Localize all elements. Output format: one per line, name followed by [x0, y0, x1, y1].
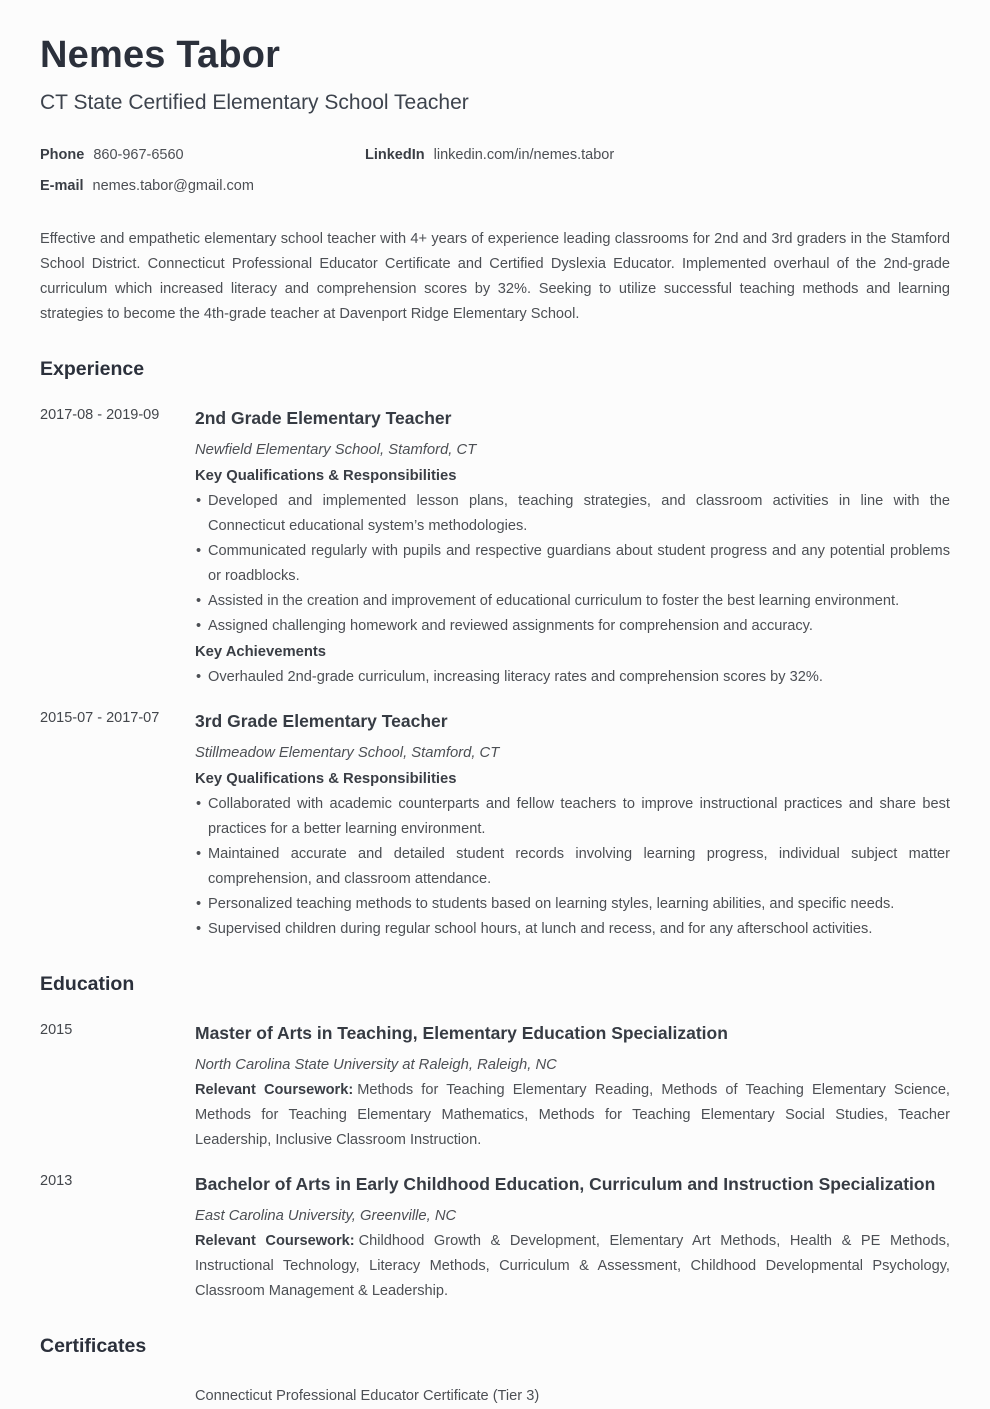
contact-linkedin: [365, 147, 950, 163]
contact-phone: [40, 147, 365, 163]
certificate-name: Connecticut Professional Educator Certificate (Tier 3): [195, 1388, 540, 1404]
list-item: • Overhauled 2nd-grade curriculum, increasing literacy rates and comprehension scores by 32%.: [195, 665, 950, 690]
email-label: E-mail: [40, 178, 84, 194]
entry-body: [195, 403, 950, 690]
candidate-name: Nemes Tabor: [40, 34, 281, 76]
list-item: • Collaborated with academic counterparts and fellow teachers to improve instructional practices and share best practices for a better learning environment.: [195, 792, 950, 842]
list-item: • Assigned challenging homework and reviewed assignments for comprehension and accuracy.: [195, 614, 950, 639]
coursework-label: Relevant Coursework:: [195, 1233, 355, 1249]
experience-entry: [40, 403, 950, 690]
list-item: • Developed and implemented lesson plans, teaching strategies, and classroom activities in line with the Connecticut educational system’s methodologies.: [195, 489, 950, 539]
email-value: nemes.tabor@gmail.com: [92, 178, 254, 194]
certificates-section: [40, 1335, 950, 1409]
employer-name: Newfield Elementary School, Stamford, CT: [195, 442, 477, 458]
list-item: • Communicated regularly with pupils and respective guardians about student progress and any potential problems or roadblocks.: [195, 539, 950, 589]
job-title: 2nd Grade Elementary Teacher: [195, 408, 452, 428]
contact-info: [40, 147, 950, 194]
achievements-label: Key Achievements: [195, 644, 327, 660]
phone-label: Phone: [40, 147, 85, 163]
entry-dates: 2015-07 - 2017-07: [40, 710, 160, 726]
entry-dates: [40, 1380, 195, 1409]
achievements-list: [195, 665, 950, 690]
experience-entry: [40, 706, 950, 942]
coursework-text: Methods for Teaching Elementary Reading, Methods of Teaching Elementary Science, Methods for Teaching Elementary Mathematics, Methods for Teaching Elementary Social Studies, Teacher Leadership, Inclusive Classroom Instruction.: [195, 1082, 950, 1148]
education-entry: [40, 1169, 950, 1304]
education-heading: Education: [40, 973, 135, 995]
resume-header: [40, 34, 950, 194]
school-name: East Carolina University, Greenville, NC: [195, 1208, 457, 1224]
entry-dates: 2017-08 - 2019-09: [40, 407, 160, 423]
list-item: • Supervised children during regular school hours, at lunch and recess, and for any afterschool activities.: [195, 917, 950, 942]
coursework: [195, 1229, 950, 1304]
experience-heading: Experience: [40, 358, 145, 380]
degree-title: Bachelor of Arts in Early Childhood Education, Curriculum and Instruction Specialization: [195, 1174, 936, 1194]
phone-value: 860-967-6560: [93, 147, 184, 163]
entry-body: [195, 1380, 950, 1409]
coursework-text: Childhood Growth & Development, Elementary Art Methods, Health & PE Methods, Instructional Technology, Literacy Methods, Curriculum & Assessment, Childhood Developmental Psychology, Classroom Management & Leadership.: [195, 1233, 950, 1299]
qualifications-list: [195, 489, 950, 639]
certificate-entry: [40, 1380, 950, 1409]
job-title: 3rd Grade Elementary Teacher: [195, 711, 448, 731]
entry-body: [195, 706, 950, 942]
linkedin-value: linkedin.com/in/nemes.tabor: [433, 147, 615, 163]
coursework: [195, 1078, 950, 1153]
school-name: North Carolina State University at Raleigh, Raleigh, NC: [195, 1057, 557, 1073]
education-section: [40, 973, 950, 1304]
certificates-heading: Certificates: [40, 1335, 147, 1357]
employer-name: Stillmeadow Elementary School, Stamford, CT: [195, 745, 500, 761]
list-item: • Personalized teaching methods to students based on learning styles, learning abilities, and specific needs.: [195, 892, 950, 917]
education-entry: [40, 1018, 950, 1153]
experience-section: [40, 358, 950, 942]
qualifications-list: [195, 792, 950, 942]
coursework-label: Relevant Coursework:: [195, 1082, 354, 1098]
contact-email: [40, 178, 365, 194]
degree-title: Master of Arts in Teaching, Elementary Education Specialization: [195, 1023, 728, 1043]
candidate-title: CT State Certified Elementary School Teacher: [40, 91, 469, 114]
entry-body: [195, 1169, 950, 1304]
qualifications-label: Key Qualifications & Responsibilities: [195, 771, 457, 787]
professional-summary: Effective and empathetic elementary school teacher with 4+ years of experience leading classrooms for 2nd and 3rd graders in the Stamford School District. Connecticut Professional Educator Certificate and Certified Dyslexia Educator. Implemented overhaul of the 2nd-grade curriculum which increased literacy and comprehension scores by 32%. Seeking to utilize successful teaching methods and learning strategies to become the 4th-grade teacher at Davenport Ridge Elementary School.: [40, 231, 950, 322]
entry-dates: 2015: [40, 1022, 73, 1038]
entry-dates: 2013: [40, 1173, 73, 1189]
entry-body: [195, 1018, 950, 1153]
list-item: • Assisted in the creation and improvement of educational curriculum to foster the best learning environment.: [195, 589, 950, 614]
qualifications-label: Key Qualifications & Responsibilities: [195, 468, 457, 484]
list-item: • Maintained accurate and detailed student records involving learning progress, individual subject matter comprehension, and classroom attendance.: [195, 842, 950, 892]
linkedin-label: LinkedIn: [365, 147, 425, 163]
